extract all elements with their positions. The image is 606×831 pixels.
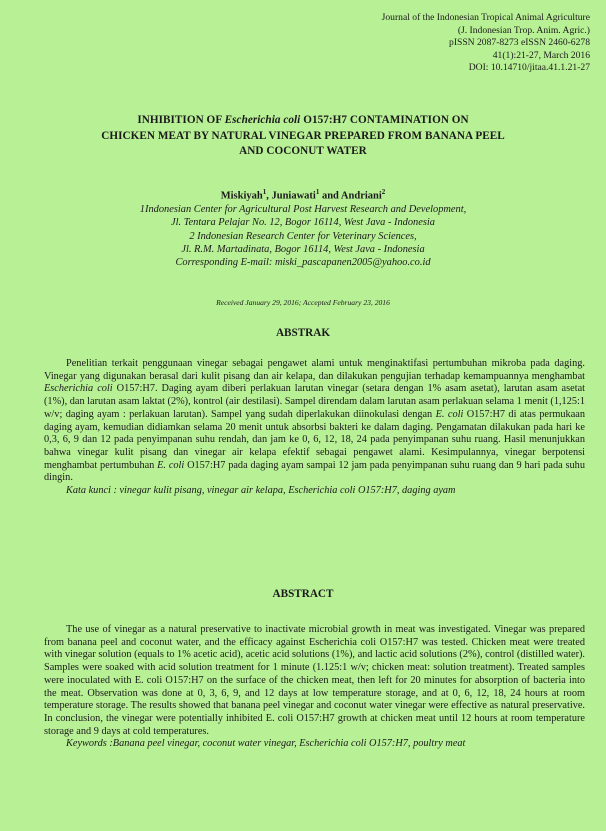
affiliations	[40, 203, 566, 269]
author-3-affil: 2	[381, 188, 386, 196]
journal-name: Journal of the Indonesian Tropical Animal Agriculture	[381, 12, 590, 23]
affiliation-line-4: Jl. R.M. Martadinata, Bogor 16114, West Java - Indonesia	[181, 243, 425, 255]
abstrak-text-2: O157:H7. Daging ayam diberi perlakuan larutan vinegar (setara dengan 1% asam asetat), larutan asam asetat (1%), dan larutan asam laktat (2%), kontrol (air destilasi). Sampel direndam dalam larutan asam perlakuan selama 1 menit (1,125:1 w/v; daging ayam : perlakuan larutan). Sampel yang sudah diperlakukan diinokulasi dengan	[44, 383, 585, 420]
abstract-section	[44, 624, 585, 751]
abstrak-paragraph	[44, 358, 585, 485]
abstract-paragraph: The use of vinegar as a natural preservative to inactivate microbial growth in meat was investigated. Vinegar was prepared from banana peel and coconut water, and the efficacy against Escherichia coli O157:H7 was tested. Chicken meat were treated with vinegar solution (equals to 1% acetic acid), acetic acid solutions (1%), and lactic acid solutions (2%), control (distilled water). Samples were soaked with acid solution treatment for 1 minute (1.125:1 w/v; chicken meat: solution treatment). Treated samples were inoculated with E. coli O157:H7 on the surface of the chicken meat, then left for 20 minutes for absorption of bacteria into the meat. Observation was done at 0, 3, 6, 9, and 12 days at low temperature storage, and at 0, 6, 12, 18, 24 hours at room temperature storage. The results showed that banana peel vinegar and coconut water vinegar were effective as natural preservative. In conclusion, the vinegar were potentially inhibited E. coli O157:H7 growth at chicken meat until 12 hours at room temperature storage and 9 days at cold temperatures.	[44, 624, 585, 737]
abstrak-heading: ABSTRAK	[275, 327, 331, 339]
corresponding-email: Corresponding E-mail: miski_pascapanen2005@yahoo.co.id	[175, 257, 431, 269]
abstrak-species-3: E. coli	[157, 459, 185, 471]
journal-doi: DOI: 10.14710/jitaa.41.1.21-27	[468, 62, 590, 74]
abstrak-text-1: Penelitian terkait penggunaan vinegar sebagai pengawet alami untuk menginaktifasi pertumbuhan mikroba pada daging. Vinegar yang digunakan berasal dari kulit pisang dan air kelapa, dan dilakukan pengujian terhadap kemampuannya menghambat	[44, 358, 585, 382]
abstrak-text-3: O157:H7 di atas permukaan daging ayam, kemudian didiamkan selama 20 menit untuk absorbsi bakteri ke dalam daging. Pengamatan dilakukan pada hari ke 0,3, 6, 9 dan 12 pada penyimpanan suhu rendah, dan jam ke 0, 6, 12, 18, 24 pada penyimpanan suhu ruang. Hasil menunjukkan bahwa vinegar kulit pisang dan vinegar air kelapa efektif sebagai pengawet alami. Kesimpulannya, vinegar berpotensi menghambat pertumbuhan	[44, 408, 585, 471]
author-2-affil: 1	[315, 188, 320, 196]
title-line1-pre: INHIBITION OF	[137, 114, 225, 126]
author-list	[0, 188, 606, 202]
paper-title	[40, 113, 566, 160]
journal-abbrev: (J. Indonesian Trop. Anim. Agric.)	[457, 24, 590, 36]
author-3: and Andriani	[319, 190, 382, 202]
affiliation-line-1: 1Indonesian Center for Agricultural Post Harvest Research and Development,	[139, 204, 467, 215]
abstract-heading: ABSTRACT	[272, 588, 334, 600]
author-1: Miskiyah	[220, 190, 263, 202]
title-line3: AND COCONUT WATER	[239, 145, 367, 157]
affiliation-line-3: 2 Indonesian Research Center for Veterinary Sciences,	[189, 230, 417, 242]
title-line2: CHICKEN MEAT BY NATURAL VINEGAR PREPARED FROM BANANA PEEL	[101, 129, 505, 142]
author-1-affil: 1	[262, 188, 267, 196]
abstract-keywords: Keywords :Banana peel vinegar, coconut water vinegar, Escherichia coli O157:H7, poultry meat	[66, 738, 466, 750]
abstrak-keywords: Kata kunci : vinegar kulit pisang, vinegar air kelapa, Escherichia coli O157:H7, daging ayam	[66, 485, 456, 497]
affiliation-line-2: Jl. Tentara Pelajar No. 12, Bogor 16114, West Java - Indonesia	[171, 217, 435, 229]
received-dates: Received January 29, 2016; Accepted February 23, 2016	[216, 298, 390, 307]
journal-issn: pISSN 2087-8273 eISSN 2460-6278	[449, 37, 590, 49]
journal-info	[382, 12, 590, 75]
abstrak-text-4: O157:H7 pada daging ayam sampai 12 jam pada penyimpanan suhu ruang dan 9 hari pada suhu dingin.	[44, 459, 585, 484]
title-line1-post: O157:H7 CONTAMINATION ON	[300, 114, 469, 126]
abstrak-species-1: Escherichia coli	[44, 383, 113, 395]
journal-volume: 41(1):21-27, March 2016	[492, 49, 590, 61]
author-2: , Juniawati	[266, 190, 316, 202]
abstrak-species-2: E. coli	[435, 408, 464, 420]
title-species: Escherichia coli	[224, 114, 301, 126]
abstrak-section	[44, 358, 585, 498]
